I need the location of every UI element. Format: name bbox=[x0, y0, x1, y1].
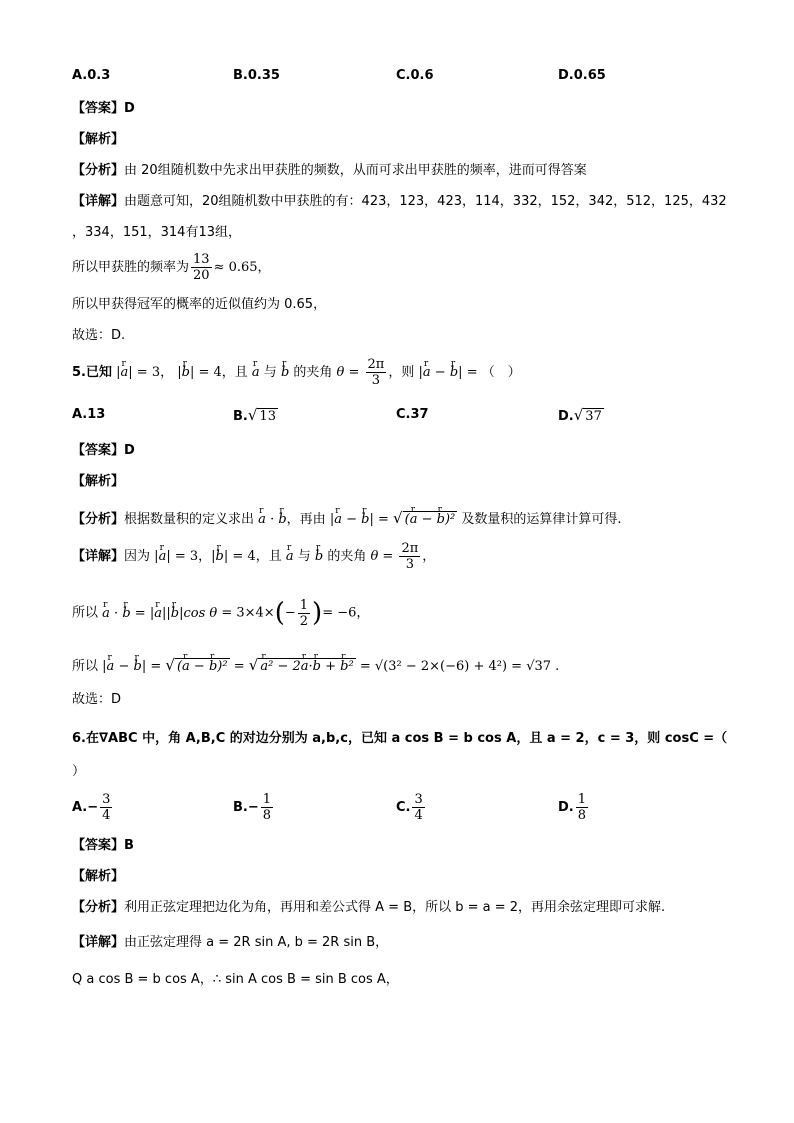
q6-xiangjie bbox=[72, 935, 388, 951]
q6-xiangjie-text: 由正弦定理得 a = 2R sin A, b = 2R sin B， bbox=[124, 935, 389, 950]
fenxi-tag: 【分析】 bbox=[72, 512, 125, 527]
option-label: D. bbox=[558, 800, 574, 815]
q5-mod-prefix: 所以 bbox=[72, 659, 99, 674]
q6-option-c bbox=[396, 790, 427, 826]
radicand: 37 bbox=[585, 409, 602, 424]
q4-frequency-suffix: ≈ 0.65， bbox=[213, 260, 271, 275]
q5-condition-a: |r a| = 3 bbox=[116, 365, 160, 380]
fraction-1-2 bbox=[298, 598, 310, 629]
fraction-numerator: 1 bbox=[262, 792, 272, 807]
option-label: A.− bbox=[72, 800, 99, 815]
q4-option-b: B.0.35 bbox=[233, 68, 280, 83]
q4-option-c: C.0.6 bbox=[396, 68, 434, 83]
q5-condition-b: |r b| = 4 bbox=[177, 365, 222, 380]
q5-blank: （ ） bbox=[481, 365, 521, 380]
fraction-denominator: 8 bbox=[577, 808, 587, 823]
q4-analysis-heading: 【解析】 bbox=[72, 132, 125, 147]
q6-fenxi bbox=[72, 900, 665, 916]
fraction-2pi-3 bbox=[366, 357, 387, 388]
fenxi-tag: 【分析】 bbox=[72, 163, 125, 178]
q5-modulus-line: 所以 |r a − r b| = √ (r a − r b)² = √r a² − 2r a·r b + r b² = √(3² − 2×(−6) + 4²) = √37 . bbox=[72, 653, 559, 679]
q5-option-d: D.√ 37 bbox=[558, 406, 602, 424]
xiangjie-tag: 【详解】 bbox=[72, 549, 125, 564]
fraction-denominator: 3 bbox=[366, 372, 387, 388]
option-label: C. bbox=[396, 800, 411, 815]
q5-dot-product-line: 所以 r a · r b = |r a||r b|cos θ = 3×4×(− $\frac{1}{2}$ )= −6， bbox=[72, 596, 369, 631]
fenxi-tag: 【分析】 bbox=[72, 900, 125, 915]
fraction-numerator: 1 bbox=[577, 792, 587, 807]
q4-frequency-prefix: 所以甲获胜的频率为 bbox=[72, 260, 190, 275]
q5-stem-suffix: ，则 bbox=[388, 365, 415, 380]
q5-mod-result: = √(3² − 2×(−6) + 4²) = √37 . bbox=[359, 659, 560, 674]
option-label: D. bbox=[558, 409, 574, 424]
fraction-numerator: 3 bbox=[414, 792, 423, 807]
q5-option-b: B.√ 13 bbox=[233, 406, 276, 424]
q4-xiangjie-text: 由题意可知，20组随机数中甲获胜的有：423，123，423，114，332，152，342，512，125，432 bbox=[124, 194, 727, 209]
fraction-denominator: 20 bbox=[193, 268, 210, 283]
fraction-denominator: 2 bbox=[299, 613, 309, 629]
fraction-numerator: 13 bbox=[193, 252, 210, 267]
q5-option-c: C.37 bbox=[396, 407, 429, 422]
q5-xiangjie: 【详解】因为 |r a| = 3，|r b| = 4，且 r a 与 r b 的夹角 θ = $\frac{2\pi}{3}$ ， bbox=[72, 541, 435, 572]
q6-answer: 【答案】B bbox=[72, 838, 134, 853]
xiangjie-tag: 【详解】 bbox=[72, 194, 125, 209]
option-label: B. bbox=[233, 409, 248, 424]
q6-analysis-heading: 【解析】 bbox=[72, 869, 125, 884]
q6-option-b bbox=[233, 790, 275, 826]
q5-fenxi: 【分析】根据数量积的定义求出 r a · r b，再由 |r a − r b| = √ (r a − r b)² 及数量积的运算律计算可得. bbox=[72, 507, 622, 531]
fraction-denominator: 8 bbox=[262, 808, 272, 823]
q4-xiangjie-line2: ，334，151，314有13组， bbox=[72, 225, 241, 240]
q4-option-d: D.0.65 bbox=[558, 68, 606, 83]
q5-option-a: A.13 bbox=[72, 407, 106, 422]
q6-stem-line1: 6.在∇ABC 中，角 A,B,C 的对边分别为 a,b,c，已知 a cos B = b cos A，且 a = 2，c = 3，则 cosC =（ bbox=[72, 731, 728, 746]
radicand: 13 bbox=[259, 409, 276, 424]
q5-answer: 【答案】D bbox=[72, 443, 135, 458]
fraction-numerator: 2π bbox=[367, 357, 385, 372]
q6-option-d bbox=[558, 790, 590, 826]
q6-fenxi-text: 利用正弦定理把边化为角，再用和差公式得 A = B，所以 b = a = 2，再用余弦定理即可求解. bbox=[124, 900, 666, 915]
q4-answer: 【答案】D bbox=[72, 101, 135, 116]
q6-last-line: Q a cos B = b cos A，∴ sin A cos B = sin B cos A， bbox=[72, 972, 399, 987]
q5-dot-tail: = −6， bbox=[322, 605, 370, 621]
q5-target-expression: |r a − r b| bbox=[419, 365, 463, 380]
q5-fenxi-part1: 根据数量积的定义求出 bbox=[124, 512, 255, 527]
q4-frequency-line bbox=[72, 252, 271, 283]
q5-fenxi-part3: 及数量积的运算律计算可得. bbox=[461, 512, 622, 527]
fraction-numerator: 3 bbox=[102, 792, 111, 807]
q5-dot-result: = 3×4× bbox=[221, 605, 275, 621]
q5-stem-prefix: 5.已知 bbox=[72, 365, 112, 380]
fraction-denominator: 4 bbox=[414, 808, 423, 823]
fraction-13-20 bbox=[191, 252, 212, 283]
q4-fenxi-text: 由 20组随机数中先求出甲获胜的频数，从而可求出甲获胜的频率，进而可得答案 bbox=[124, 163, 587, 178]
q4-probability-line: 所以甲获得冠军的概率的近似值约为 0.65， bbox=[72, 297, 327, 312]
q5-dot-prefix: 所以 bbox=[72, 605, 99, 621]
q4-option-a: A.0.3 bbox=[72, 68, 111, 83]
q6-option-a bbox=[72, 790, 114, 826]
q4-choose: 故选：D. bbox=[72, 328, 126, 343]
fraction-numerator: 1 bbox=[299, 597, 309, 613]
q5-analysis-heading: 【解析】 bbox=[72, 474, 125, 489]
option-label: B.− bbox=[233, 800, 259, 815]
q5-stem: 5.已知 |r a| = 3， |r b| = 4，且 r a 与 r b 的夹角 θ = $\frac{2\pi}{3}$ ，则 |r a − r b| = （ ） bbox=[72, 357, 521, 388]
fraction-2pi-3: $\frac{2\pi}{3}$ bbox=[401, 541, 419, 572]
q5-choose: 故选：D bbox=[72, 692, 122, 707]
fraction-denominator: 4 bbox=[102, 808, 111, 823]
q6-stem-line2: ） bbox=[72, 764, 86, 779]
xiangjie-tag: 【详解】 bbox=[72, 935, 125, 950]
q4-fenxi bbox=[72, 163, 587, 179]
q4-xiangjie-line1 bbox=[72, 194, 727, 210]
q5-xiangjie-text: 因为 bbox=[124, 549, 151, 564]
q5-fenxi-part2: ，再由 bbox=[286, 512, 326, 527]
